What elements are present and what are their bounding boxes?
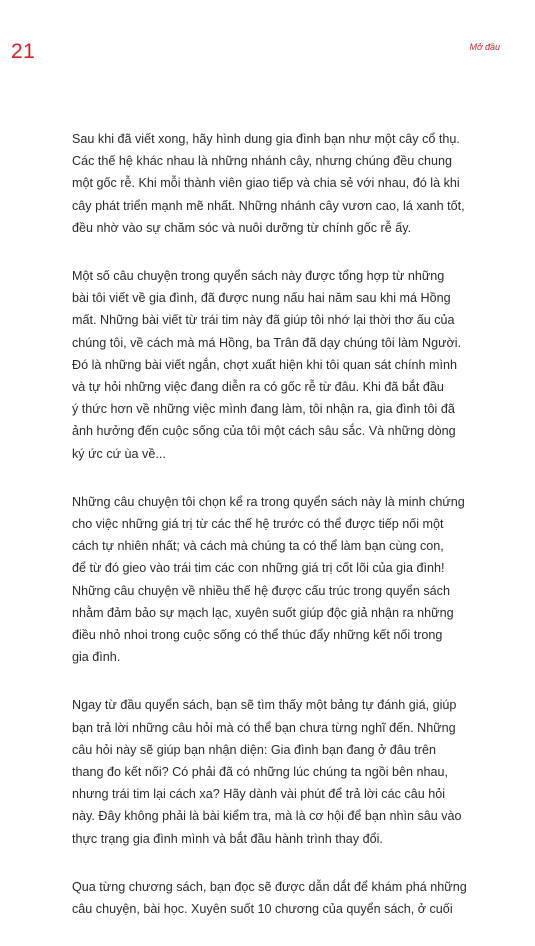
paragraph-1 bbox=[72, 128, 498, 239]
text-line: Ngay từ đầu quyển sách, bạn sẽ tìm thấy một bảng tự đánh giá, giúp bbox=[72, 698, 457, 713]
text-line: đều nhờ vào sự chăm sóc và nuôi dưỡng từ chính gốc rễ ấy. bbox=[72, 220, 412, 235]
text-line: nhằm đảm bảo sự mạch lạc, xuyên suốt giúp độc giả nhận ra những bbox=[72, 605, 454, 620]
text-line: cách tự nhiên nhất; và cách mà chúng ta có thể làm bạn cùng con, bbox=[72, 539, 444, 554]
paragraph-2 bbox=[72, 265, 498, 465]
text-line: cho việc những giá trị từ các thế hệ trước có thể được tiếp nối một bbox=[72, 517, 444, 532]
text-line: câu hỏi này sẽ giúp bạn nhận diện: Gia đình bạn đang ở đâu trên bbox=[72, 742, 436, 757]
text-line: điều nhỏ nhoi trong cuộc sống có thể thúc đẩy những kết nối trong bbox=[72, 628, 443, 643]
text-line: thang đo kết nối? Có phải đã có những lúc chúng ta ngồi bên nhau, bbox=[72, 765, 449, 780]
text-line: nhưng trái tim lại cách xa? Hãy dành vài phút để trả lời các câu hỏi bbox=[72, 787, 446, 802]
text-line: gia đình. bbox=[72, 650, 121, 665]
paragraph-5 bbox=[72, 876, 498, 920]
text-line: bài tôi viết về gia đình, đã được nung nấu hai năm sau khi má Hồng bbox=[72, 291, 451, 306]
text-line: Sau khi đã viết xong, hãy hình dung gia đình bạn như một cây cổ thụ. bbox=[72, 132, 460, 146]
text-line: ký ức cứ ùa về... bbox=[72, 446, 166, 461]
text-line: mất. Những bài viết từ trái tim này đã giúp tôi nhớ lại thời thơ ấu của bbox=[72, 313, 455, 328]
text-line: một gốc rễ. Khi mỗi thành viên giao tiếp và chia sẻ với nhau, đó là khi bbox=[72, 176, 460, 191]
text-line: ý thức hơn về những việc mình đang làm, tôi nhận ra, gia đình tôi đã bbox=[72, 402, 455, 417]
text-line: Những câu chuyện về nhiều thế hệ được cấu trúc trong quyển sách bbox=[72, 583, 450, 598]
text-line: Các thế hệ khác nhau là những nhánh cây, nhưng chúng đều chung bbox=[72, 154, 453, 169]
page-number: 21 bbox=[11, 40, 36, 63]
text-line: Đó là những bài viết ngắn, chợt xuất hiện khi tôi quan sát chính mình bbox=[72, 357, 457, 372]
running-header-section-title: Mở đầu bbox=[469, 42, 500, 52]
text-line: và tự hỏi những việc đang diễn ra có gốc rễ từ đâu. Khi đã bắt đầu bbox=[72, 380, 444, 395]
paragraph-4 bbox=[72, 694, 498, 849]
text-line: này. Đây không phải là bài kiểm tra, mà là cơ hội để bạn nhìn sâu vào bbox=[72, 809, 462, 824]
text-line: Qua từng chương sách, bạn đọc sẽ được dẫn dắt để khám phá những bbox=[72, 879, 467, 894]
text-line: câu chuyện, bài học. Xuyên suốt 10 chương của quyển sách, ở cuối bbox=[72, 902, 453, 917]
body-text bbox=[72, 128, 498, 946]
text-line: chúng tôi, về cách mà má Hồng, ba Trân đã dạy chúng tôi làm Người. bbox=[72, 335, 462, 350]
text-line: thực trạng gia đình mình và bắt đầu hành trình thay đổi. bbox=[72, 831, 383, 846]
text-line: để từ đó gieo vào trái tim các con những giá trị cốt lõi của gia đình! bbox=[72, 561, 445, 576]
text-line: Những câu chuyện tôi chọn kể ra trong quyển sách này là minh chứng bbox=[72, 494, 465, 509]
text-line: Một số câu chuyện trong quyển sách này được tổng hợp từ những bbox=[72, 269, 445, 284]
paragraph-3 bbox=[72, 491, 498, 669]
text-line: cây phát triển mạnh mẽ nhất. Những nhánh cây vươn cao, lá xanh tốt, bbox=[72, 198, 465, 213]
text-line: ảnh hưởng đến cuộc sống của tôi một cách sâu sắc. Và những dòng bbox=[72, 424, 456, 439]
text-line: bạn trả lời những câu hỏi mà có thể bạn chưa từng nghĩ đến. Những bbox=[72, 720, 456, 735]
